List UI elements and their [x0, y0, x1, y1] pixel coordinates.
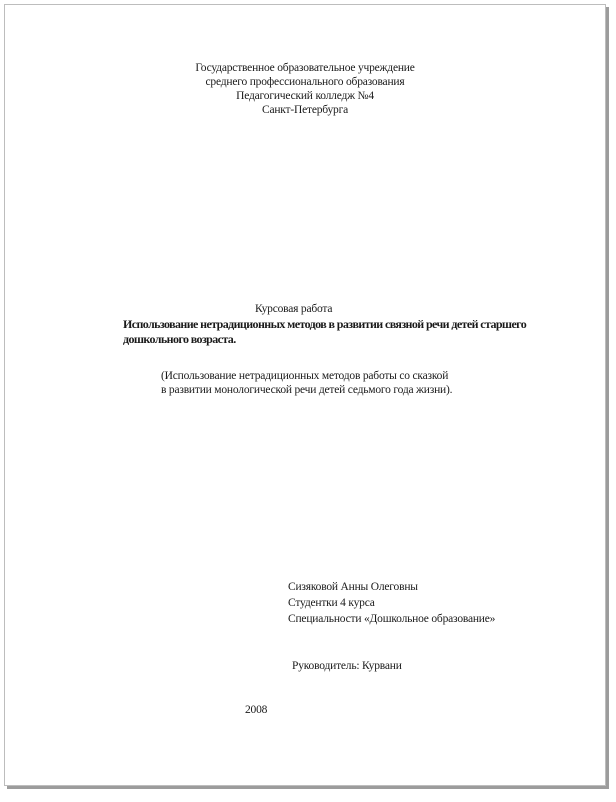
institution-line-1: Государственное образовательное учреждение	[195, 62, 415, 74]
institution-line-2: среднего профессионального образования	[205, 76, 405, 88]
subtitle-line-1: (Использование нетрадиционных методов работы со сказкой	[161, 370, 449, 382]
institution-line-3: Педагогический колледж №4	[236, 90, 374, 102]
document-title: Использование нетрадиционных методов в развитии связной речи детей старшего дошкольного возраста.	[123, 317, 527, 346]
supervisor: Руководитель: Курвани	[292, 660, 402, 672]
author-specialty: Специальности «Дошкольное образование»	[288, 613, 496, 625]
subtitle-line-2: в развитии монологической речи детей седьмого года жизни).	[161, 384, 453, 396]
institution-line-4: Санкт-Петербурга	[261, 104, 349, 116]
year: 2008	[245, 704, 268, 716]
author-course: Студентки 4 курса	[288, 597, 375, 609]
document-page	[4, 4, 606, 786]
work-type: Курсовая работа	[255, 303, 333, 315]
author-name: Сизяковой Анны Олеговны	[288, 581, 418, 593]
